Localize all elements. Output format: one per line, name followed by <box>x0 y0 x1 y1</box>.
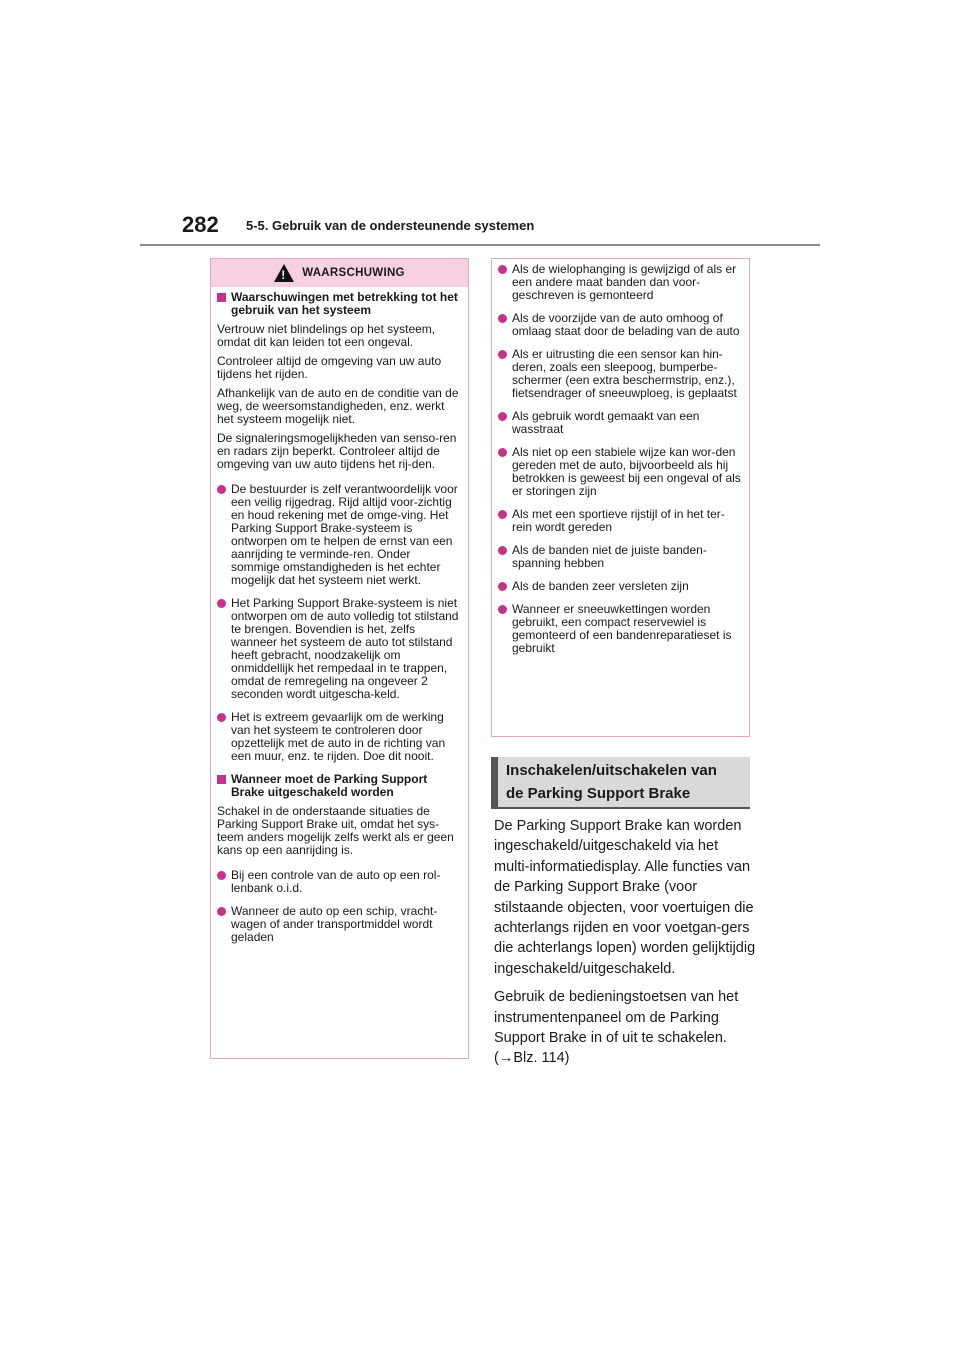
page-header <box>0 0 960 250</box>
square-bullet-icon <box>217 775 226 784</box>
list-item: Als de voorzijde van de auto omhoog of omlaag staat door de belading van de auto <box>498 312 741 338</box>
round-bullet-icon <box>498 605 507 614</box>
warning-paragraph: Controleer altijd de omgeving van uw auto tijdens het rijden. <box>217 354 442 381</box>
round-bullet-icon <box>498 510 507 519</box>
list-item: Als gebruik wordt gemaakt van een wasstraat <box>498 410 741 436</box>
warning-title: WAARSCHUWING <box>302 267 405 279</box>
header-divider <box>140 244 820 246</box>
list-item: Als de banden zeer versleten zijn <box>498 580 741 593</box>
round-bullet-icon <box>498 448 507 457</box>
list-item: Wanneer er sneeuwkettingen worden gebruikt, een compact reservewiel is gemonteerd of een bandenreparatieset is gebruikt <box>498 603 741 655</box>
round-bullet-icon <box>217 713 226 722</box>
round-bullet-icon <box>498 314 507 323</box>
section-underline <box>491 807 750 809</box>
list-item: Als de wielophanging is gewijzigd of als er een andere maat banden dan voor-geschreven is gemonteerd <box>498 263 741 302</box>
list-item: De bestuurder is zelf verantwoordelijk voor een veilig rijgedrag. Rijd altijd voor-zichtig en houd rekening met de omge-ving. Het Parking Support Brake-systeem is ontworpen om te helpen de ernst van een aanrijding te verminde-ren. Onder sommige omstandigheden is het echter mogelijk dat het systeem niet werkt. <box>217 483 461 587</box>
warning-header <box>211 259 468 287</box>
square-bullet-icon <box>217 293 226 302</box>
list-item: Het Parking Support Brake-systeem is niet ontworpen om de auto volledig tot stilstand te brengen. Bovendien is het, zelfs wanneer het systeem de auto tot stilstand heeft gebracht, noodzakelijk om onmiddellijk het rempedaal in te trappen, omdat de remregeling na ongeveer 2 seconden wordt uitgescha-keld. <box>217 597 461 701</box>
body-paragraph: Gebruik de bedieningstoetsen van het instrumentenpaneel om de Parking Support Brake in of uit te schakelen. <box>494 989 739 1047</box>
list-item: Bij een controle van de auto op een rol-lenbank o.i.d. <box>217 869 461 895</box>
list-item: Als er uitrusting die een sensor kan hin-deren, zoals een sleepoog, bumperbe-schermer (een extra beschermstrip, enz.), fietsendrager of sneeuwploeg, is geplaatst <box>498 348 741 400</box>
round-bullet-icon <box>498 265 507 274</box>
list-item: Het is extreem gevaarlijk om de werking van het systeem te controleren door opzettelijk met de auto in de richting van een muur, enz. te rijden. Doe dit nooit. <box>217 711 461 763</box>
page-reference-link[interactable]: (→Blz. 114) <box>494 1050 570 1067</box>
round-bullet-icon <box>217 907 226 916</box>
round-bullet-icon <box>498 412 507 421</box>
warning-box <box>210 258 469 1059</box>
round-bullet-icon <box>498 582 507 591</box>
warning-heading: Waarschuwingen met betrekking tot het gebruik van het systeem <box>217 291 461 317</box>
section-body <box>494 816 756 1077</box>
warning-continuation-box <box>491 258 750 737</box>
section-title-line1: Inschakelen/uitschakelen van <box>506 762 717 779</box>
warning-heading: Wanneer moet de Parking Support Brake uitgeschakeld worden <box>217 773 461 799</box>
list-item: Als niet op een stabiele wijze kan wor-den gereden met de auto, bijvoorbeeld als hij betrokken is geweest bij een ongeval of als er storingen zijn <box>498 446 741 498</box>
list-item: Als de banden niet de juiste banden-spanning hebben <box>498 544 741 570</box>
body-paragraph: De Parking Support Brake kan worden ingeschakeld/uitgeschakeld via het multi-informatiedisplay. Alle functies van de Parking Support Brake (voor stilstaande objecten, voor voertuigen die achterlangs rijden en voor voetgan-gers die achterlangs lopen) worden gelijktijdig ingeschakeld/uitgeschakeld. <box>494 818 756 977</box>
page-number: 282 <box>182 212 219 237</box>
round-bullet-icon <box>217 871 226 880</box>
warning-paragraph: De signaleringsmogelijkheden van senso-ren en radars zijn beperkt. Controleer altijd de omgeving van uw auto tijdens het rij-den. <box>217 431 457 471</box>
warning-paragraph: Vertrouw niet blindelings op het systeem, omdat dit kan leiden tot een ongeval. <box>217 322 436 349</box>
list-item: Als met een sportieve rijstijl of in het ter-rein wordt gereden <box>498 508 741 534</box>
section-title-line2: de Parking Support Brake <box>506 785 691 802</box>
section-heading <box>491 757 750 807</box>
chapter-title: 5-5. Gebruik van de ondersteunende systemen <box>246 218 535 233</box>
warning-triangle-icon <box>274 264 294 282</box>
warning-paragraph: Schakel in de onderstaande situaties de Parking Support Brake uit, omdat het sys-teem anders mogelijk zelfs werkt als er geen kans op een aanrijding is. <box>217 804 454 857</box>
round-bullet-icon <box>498 546 507 555</box>
round-bullet-icon <box>498 350 507 359</box>
round-bullet-icon <box>217 485 226 494</box>
round-bullet-icon <box>217 599 226 608</box>
list-item: Wanneer de auto op een schip, vracht-wagen of ander transportmiddel wordt geladen <box>217 905 461 944</box>
warning-paragraph: Afhankelijk van de auto en de conditie van de weg, de weersomstandigheden, enz. werkt het systeem mogelijk niet. <box>217 386 459 426</box>
